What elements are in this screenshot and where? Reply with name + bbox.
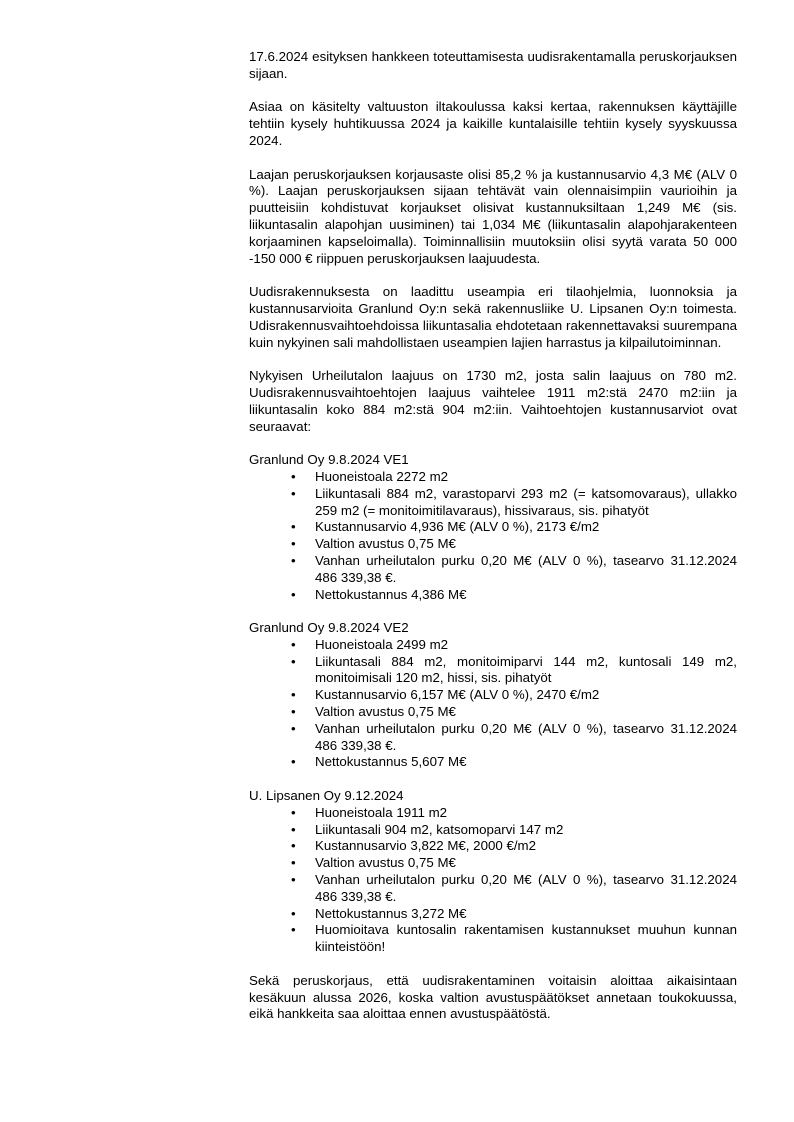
list-item-text: Huoneistoala 2499 m2 [315,636,449,652]
paragraph-intro: 17.6.2024 esityksen hankkeen toteuttamisesta uudisrakentamalla peruskorjauksen sijaan. [249,49,737,81]
option-heading: Granlund Oy 9.8.2024 VE1 [249,452,409,468]
bullet-icon: • [291,653,296,669]
list-item-text: Nettokustannus 3,272 M€ [315,905,467,921]
option-list [249,637,737,771]
list-item-text: Kustannusarvio 4,936 M€ (ALV 0 %), 2173 €/m2 [315,519,600,535]
bullet-icon: • [291,468,296,484]
bullet-icon: • [291,519,296,535]
list-item [249,637,737,654]
list-item [249,553,737,587]
list-item-text: Huoneistoala 1911 m2 [315,804,448,820]
list-item-text: Liikuntasali 884 m2, varastoparvi 293 m2 (= katsomovaraus), ullakko 259 m2 (= monitoimitilavaraus), hissivaraus, sis. pihatyöt [315,485,737,518]
list-item [249,536,737,553]
option-lipsanen [249,788,737,956]
list-item [249,721,737,755]
list-item [249,805,737,822]
list-item-text: Liikuntasali 884 m2, monitoimiparvi 144 m2, kuntosali 149 m2, monitoimisali 120 m2, hissi, sis. pihatyöt [315,653,737,686]
list-item [249,922,737,956]
bullet-icon: • [291,804,296,820]
bullet-icon: • [291,720,296,736]
list-item-text: Nettokustannus 4,386 M€ [315,586,467,602]
bullet-icon: • [291,586,296,602]
list-item [249,704,737,721]
document-page [249,49,737,1023]
list-item [249,838,737,855]
bullet-icon: • [291,754,296,770]
bullet-icon: • [291,872,296,888]
bullet-icon: • [291,704,296,720]
list-item [249,519,737,536]
option-heading: Granlund Oy 9.8.2024 VE2 [249,620,409,636]
bullet-icon: • [291,552,296,568]
list-item-text: Huoneistoala 2272 m2 [315,468,449,484]
list-item [249,469,737,486]
option-list [249,469,737,603]
list-item-text: Kustannusarvio 3,822 M€, 2000 €/m2 [315,838,537,854]
bullet-icon: • [291,687,296,703]
bullet-icon: • [291,636,296,652]
option-list [249,805,737,956]
list-item-text: Vanhan urheilutalon purku 0,20 M€ (ALV 0 %), tasearvo 31.12.2024 486 339,38 €. [315,552,737,585]
list-item [249,687,737,704]
list-item-text: Valtion avustus 0,75 M€ [315,704,456,720]
list-item [249,654,737,688]
paragraph-renovation-cost: Laajan peruskorjauksen korjausaste olisi 85,2 % ja kustannusarvio 4,3 M€ (ALV 0 %). Laajan peruskorjauksen sijaan tehtävät vain olennaisimpiin vaurioihin ja puutteisiin kohdistuvat korjaukset olisivat kustannuksiltaan 1,249 M€ (sis. liikuntasalin alapohjan uusiminen) tai 1,034 M€ (liikuntasalin alapohjarakenteen korjaaminen kapseloimalla). Toiminnallisiin muutoksiin olisi syytä varata 50 000 -150 000 € riippuen peruskorjauksen laajuudesta. [249,166,737,266]
list-item [249,906,737,923]
bullet-icon: • [291,905,296,921]
list-item [249,822,737,839]
option-heading: U. Lipsanen Oy 9.12.2024 [249,788,404,804]
paragraph-new-building: Uudisrakennuksesta on laadittu useampia eri tilaohjelmia, luonnoksia ja kustannusarvioita Granlund Oy:n sekä rakennusliike U. Lipsanen Oy:n toimesta. Udisrakennusvaihtoehdoissa liikuntasalia ehdotetaan rakennettavaksi suurempana kuin nykyinen sali mahdollistaen useampien lajien harrastus ja kilpailutoiminnan. [249,284,737,350]
list-item [249,587,737,604]
bullet-icon: • [291,536,296,552]
paragraph-size-comparison: Nykyisen Urheilutalon laajuus on 1730 m2, josta salin laajuus on 780 m2. Uudisrakennusvaihtoehtojen laajuus vaihtelee 1911 m2:stä 2470 m2:iin ja liikuntasalin koko 884 m2:stä 904 m2:iin. Vaihtoehtojen kustannusarviot ovat seuraavat: [249,368,737,434]
paragraph-schedule: Sekä peruskorjaus, että uudisrakentaminen voitaisin aloittaa aikaisintaan kesäkuun alussa 2026, koska valtion avustuspäätökset annetaan toukokuussa, eikä hankkeita saa aloittaa ennen avustuspäätöstä. [249,972,737,1022]
list-item [249,872,737,906]
paragraph-consultation: Asiaa on käsitelty valtuuston iltakoulussa kaksi kertaa, rakennuksen käyttäjille tehtiin kysely huhtikuussa 2024 ja kaikille kuntalaisille tehtiin kysely syyskuussa 2024. [249,99,737,148]
list-item-text: Valtion avustus 0,75 M€ [315,536,456,552]
bullet-icon: • [291,485,296,501]
list-item-text: Huomioitava kuntosalin rakentamisen kustannukset muuhun kunnan kiinteistöön! [315,922,737,955]
list-item [249,754,737,771]
bullet-icon: • [291,855,296,871]
option-ve2 [249,620,737,771]
list-item [249,486,737,520]
list-item-text: Nettokustannus 5,607 M€ [315,754,467,770]
list-item-text: Valtion avustus 0,75 M€ [315,855,456,871]
list-item-text: Liikuntasali 904 m2, katsomoparvi 147 m2 [315,821,564,837]
list-item-text: Kustannusarvio 6,157 M€ (ALV 0 %), 2470 €/m2 [315,687,600,703]
list-item-text: Vanhan urheilutalon purku 0,20 M€ (ALV 0 %), tasearvo 31.12.2024 486 339,38 €. [315,872,737,904]
bullet-icon: • [291,922,296,938]
list-item [249,855,737,872]
list-item-text: Vanhan urheilutalon purku 0,20 M€ (ALV 0 %), tasearvo 31.12.2024 486 339,38 €. [315,720,737,753]
bullet-icon: • [291,821,296,837]
option-ve1 [249,452,737,603]
bullet-icon: • [291,838,296,854]
